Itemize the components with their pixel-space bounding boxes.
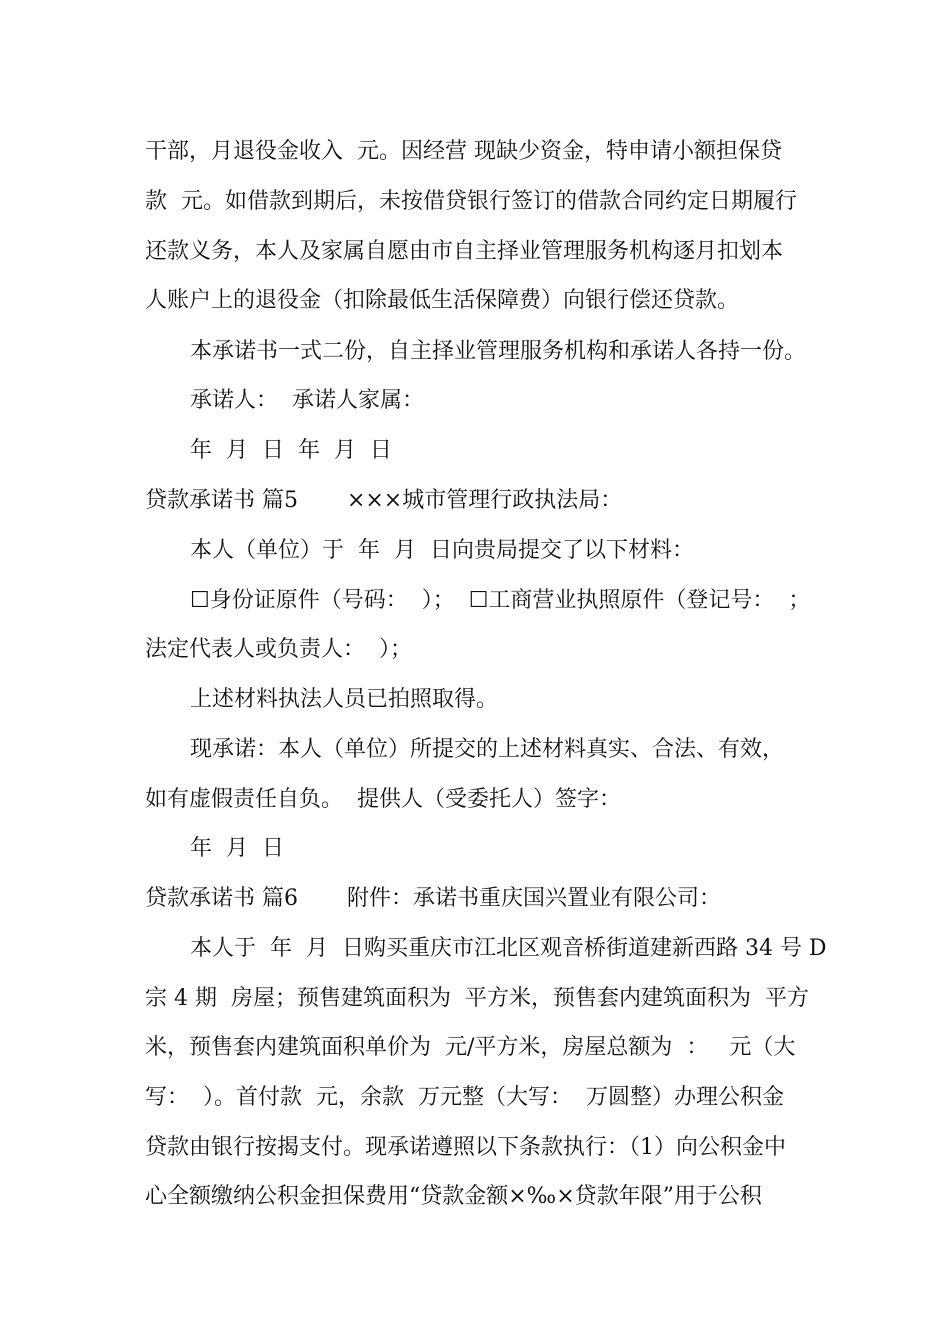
text-line: ☐身份证原件（号码： ）； ☐工商营业执照原件（登记号： ； bbox=[190, 588, 811, 613]
text-line: 年 月 日 bbox=[190, 836, 284, 861]
section-heading: 贷款承诺书 篇6 附件：承诺书重庆国兴置业有限公司： bbox=[145, 886, 721, 911]
text-line: 款 元。如借款到期后，未按借贷银行签订的借款合同约定日期履行 bbox=[145, 189, 797, 214]
text-line: 写： ）。首付款 元，余款 万元整（大写： 万圆整）办理公积金 bbox=[145, 1085, 784, 1110]
text-line: 法定代表人或负责人： ）； bbox=[145, 637, 412, 662]
text-line: 上述材料执法人员已拍照取得。 bbox=[190, 687, 499, 712]
text-line: 宗 4 期 房屋；预售建筑面积为 平方米，预售套内建筑面积为 平方 bbox=[145, 986, 809, 1011]
text-line: 米，预售套内建筑面积单价为 元/平方米，房屋总额为 ： 元（大 bbox=[145, 1035, 796, 1060]
text-line: 干部，月退役金收入 元。因经营 现缺少资金，特申请小额担保贷 bbox=[145, 139, 782, 164]
text-line: 承诺人： 承诺人家属： bbox=[190, 388, 424, 413]
section-heading: 贷款承诺书 篇5 ×××城市管理行政执法局： bbox=[145, 488, 623, 513]
text-line: 本人（单位）于 年 月 日向贵局提交了以下材料： bbox=[190, 538, 694, 563]
text-line: 如有虚假责任自负。 提供人（受委托人）签字： bbox=[145, 787, 621, 812]
text-line: 年 月 日 年 月 日 bbox=[190, 438, 392, 463]
text-line: 贷款由银行按揭支付。现承诺遵照以下条款执行：（1）向公积金中 bbox=[145, 1135, 786, 1160]
text-line: 本人于 年 月 日购买重庆市江北区观音桥街道建新西路 34 号 D bbox=[190, 936, 827, 961]
text-line: 本承诺书一式二份，自主择业管理服务机构和承诺人各持一份。 bbox=[190, 339, 807, 364]
text-line: 人账户上的退役金（扣除最低生活保障费）向银行偿还贷款。 bbox=[145, 288, 740, 313]
text-line: 还款义务，本人及家属自愿由市自主择业管理服务机构逐月扣划本 bbox=[145, 239, 784, 264]
text-line: 心全额缴纳公积金担保费用“贷款金额×‰×贷款年限”用于公积 bbox=[145, 1184, 762, 1209]
text-line: 现承诺：本人（单位）所提交的上述材料真实、合法、有效， bbox=[190, 737, 785, 762]
